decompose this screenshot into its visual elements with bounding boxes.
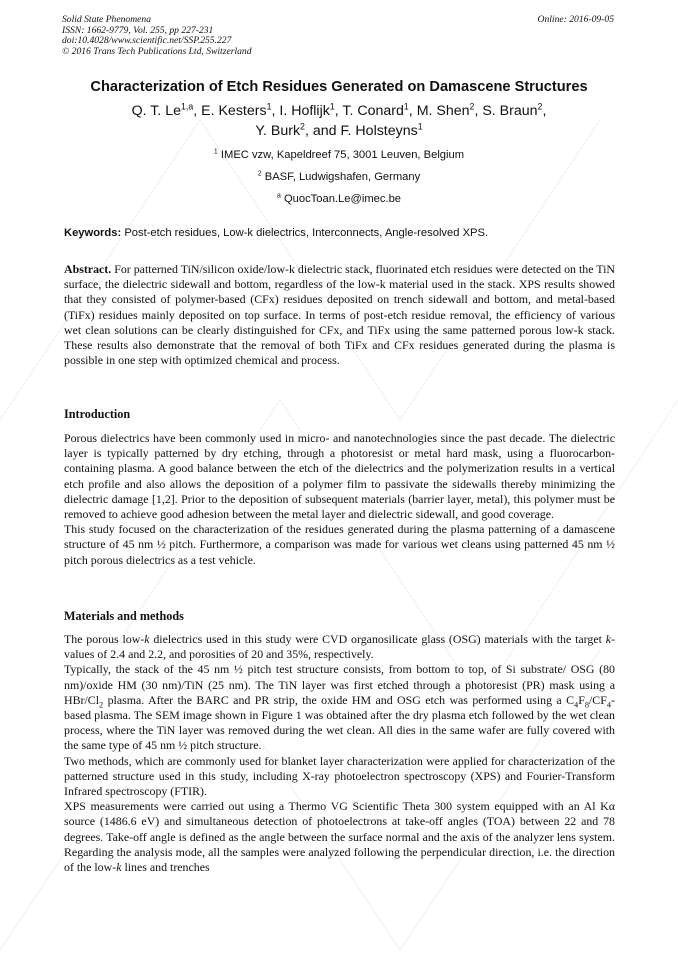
author-affil-mark: 1 xyxy=(403,101,409,112)
keywords xyxy=(64,227,620,239)
methods-paragraph-3: Two methods, which are commonly used for blanket layer characterization were applied for characterization of the patterned structure used in this study, including X-ray photoelectron spectroscopy (XPS) and Fourier-Transform Infrared spectroscopy (FTIR). xyxy=(64,753,615,799)
author-affil-mark: 1 xyxy=(329,101,335,112)
journal-name: Solid State Phenomena xyxy=(62,14,151,25)
introduction-body xyxy=(64,431,615,568)
author-name: Q. T. Le xyxy=(131,103,181,119)
introduction-heading: Introduction xyxy=(64,407,131,421)
corresponding-email: $^a$ QuocToan.Le@imec.be xyxy=(276,192,402,205)
paper-title: Characterization of Etch Residues Generated on Damascene Structures xyxy=(90,79,588,95)
author-affil-mark: 2 xyxy=(537,101,543,112)
author-affil-mark: 1 xyxy=(266,101,272,112)
copyright-line: © 2016 Trans Tech Publications Ltd, Switzerland xyxy=(62,45,252,57)
abstract-label: Abstract. xyxy=(64,262,112,276)
affiliation-1: $^1$ IMEC vzw, Kapeldreef 75, 3001 Leuven, Belgium xyxy=(213,148,465,161)
doi-line: doi:10.4028/www.scientific.net/SSP.255.227 xyxy=(62,35,232,47)
intro-paragraph-1: Porous dielectrics have been commonly used in micro- and nanotechnologies since the past decade. The dielectric layer is typically patterned by dry etching, through a photoresist or metal hard mask, using a fluorocarbon-containing plasma. A good balance between the etch of the dielectrics and the polymerization results in a vertical etch profile and also allows the deposition of a polymer film to passivate the sidewalls thereby minimizing the dielectric damage [1,2]. Prior to the deposition of subsequent materials (barrier layer, metal), this polymer must be removed to achieve good adhesion between the metal layer and dielectric sidewall, and good coverage. xyxy=(64,431,615,522)
abstract-text: For patterned TiN/silicon oxide/low-k dielectric stack, fluorinated etch residues were detected on the TiN surface, the dielectric sidewall and bottom, regardless of the low-k material used in the stack. XPS results showed that they consisted of polymer-based (CFx) residues deposited on trench sidewall and bottom, and metal-based (TiFx) residues mainly deposited on top surface. In terms of post-etch residue removal, the efficiency of various wet clean solutions can be clearly distinguished for CFx, and TiFx using the same patterned porous low-k stack. These results also demonstrate that the removal of both TiFx and CFx residues generated during the plasma is possible in one step with optimized chemical and process. xyxy=(64,262,616,368)
methods-paragraph-4: XPS measurements were carried out using a Thermo VG Scientific Theta 300 system equipped with an Al Kα source (1486.6 eV) and simultaneous detection of photoelectrons at take-off angles (TOA) between 22 and 78 degrees. Take-off angle is defined as the angle between the surface normal and the axis of the analyzer lens system. Regarding the analysis mode, all the samples were analyzed following the perpendicular direction, i.e. the direction of the low-k lines and trenches xyxy=(64,799,615,875)
online-date: Online: 2016-09-05 xyxy=(537,14,614,25)
issn-line: ISSN: 1662-9779, Vol. 255, pp 227-231 xyxy=(62,24,214,36)
author-affil-mark: 2 xyxy=(469,101,475,112)
methods-paragraph-1: The porous low-k dielectrics used in this study were CVD organosilicate glass (OSG) materials with the target k-values of 2.4 and 2.2, and porosities of 20 and 35%, respectively. xyxy=(64,632,615,662)
abstract xyxy=(64,262,615,368)
keywords-label: Keywords: xyxy=(64,227,122,239)
methods-heading: Materials and methods xyxy=(64,609,184,623)
author-name: S. Braun xyxy=(482,103,538,119)
author-affil-mark: 1 xyxy=(417,121,423,132)
author-name: T. Conard xyxy=(342,103,404,119)
keywords-text: Post-etch residues, Low-k dielectrics, Interconnects, Angle-resolved XPS. xyxy=(124,227,489,239)
author-affil-mark: 1,a xyxy=(181,101,194,112)
methods-paragraph-2: Typically, the stack of the 45 nm ½ pitch test structure consists, from bottom to top, of Si substrate/ OSG (80 nm)/oxide HM (30 nm)/TiN (25 nm). The TiN layer was first etched through a photoresist (PR) mask using a HBr/$Cl_2$ plasma. After the BARC and PR strip, the oxide HM and OSG etch was performed using a $C_4F_8/CF_4$-based plasma. The SEM image shown in Figure 1 was obtained after the dry plasma etch followed by the wet clean process, where the TiN layer was removed during the wet clean. All dies in the same wafer are fully covered with the same type of 45 nm ½ pitch structure. xyxy=(64,662,615,753)
affiliation-2: $^2$ BASF, Ludwigshafen, Germany xyxy=(257,170,421,183)
journal-header xyxy=(62,15,252,57)
author-name: I. Hoflijk xyxy=(279,103,330,119)
author-name: Y. Burk xyxy=(255,123,301,139)
author-name: E. Kesters xyxy=(201,103,267,119)
author-name: M. Shen xyxy=(416,103,470,119)
intro-paragraph-2: This study focused on the characterization of the residues generated during the plasma patterning of a damascene structure of 45 nm ½ pitch. Furthermore, a comparison was made for various wet cleans using patterned 45 nm ½ pitch porous dielectrics as a test vehicle. xyxy=(64,522,615,567)
author-list: Q. T. Le$^{1,a}$, E. Kesters$^1$, I. Hoflijk$^1$, T. Conard$^1$, M. Shen$^2$, S. Braun$^2$, Y. Burk$^2$, and F. Holsteyns$^1$ xyxy=(131,101,547,139)
author-name: F. Holsteyns xyxy=(340,123,418,139)
author-affil-mark: 2 xyxy=(300,121,305,132)
methods-body xyxy=(64,632,615,875)
